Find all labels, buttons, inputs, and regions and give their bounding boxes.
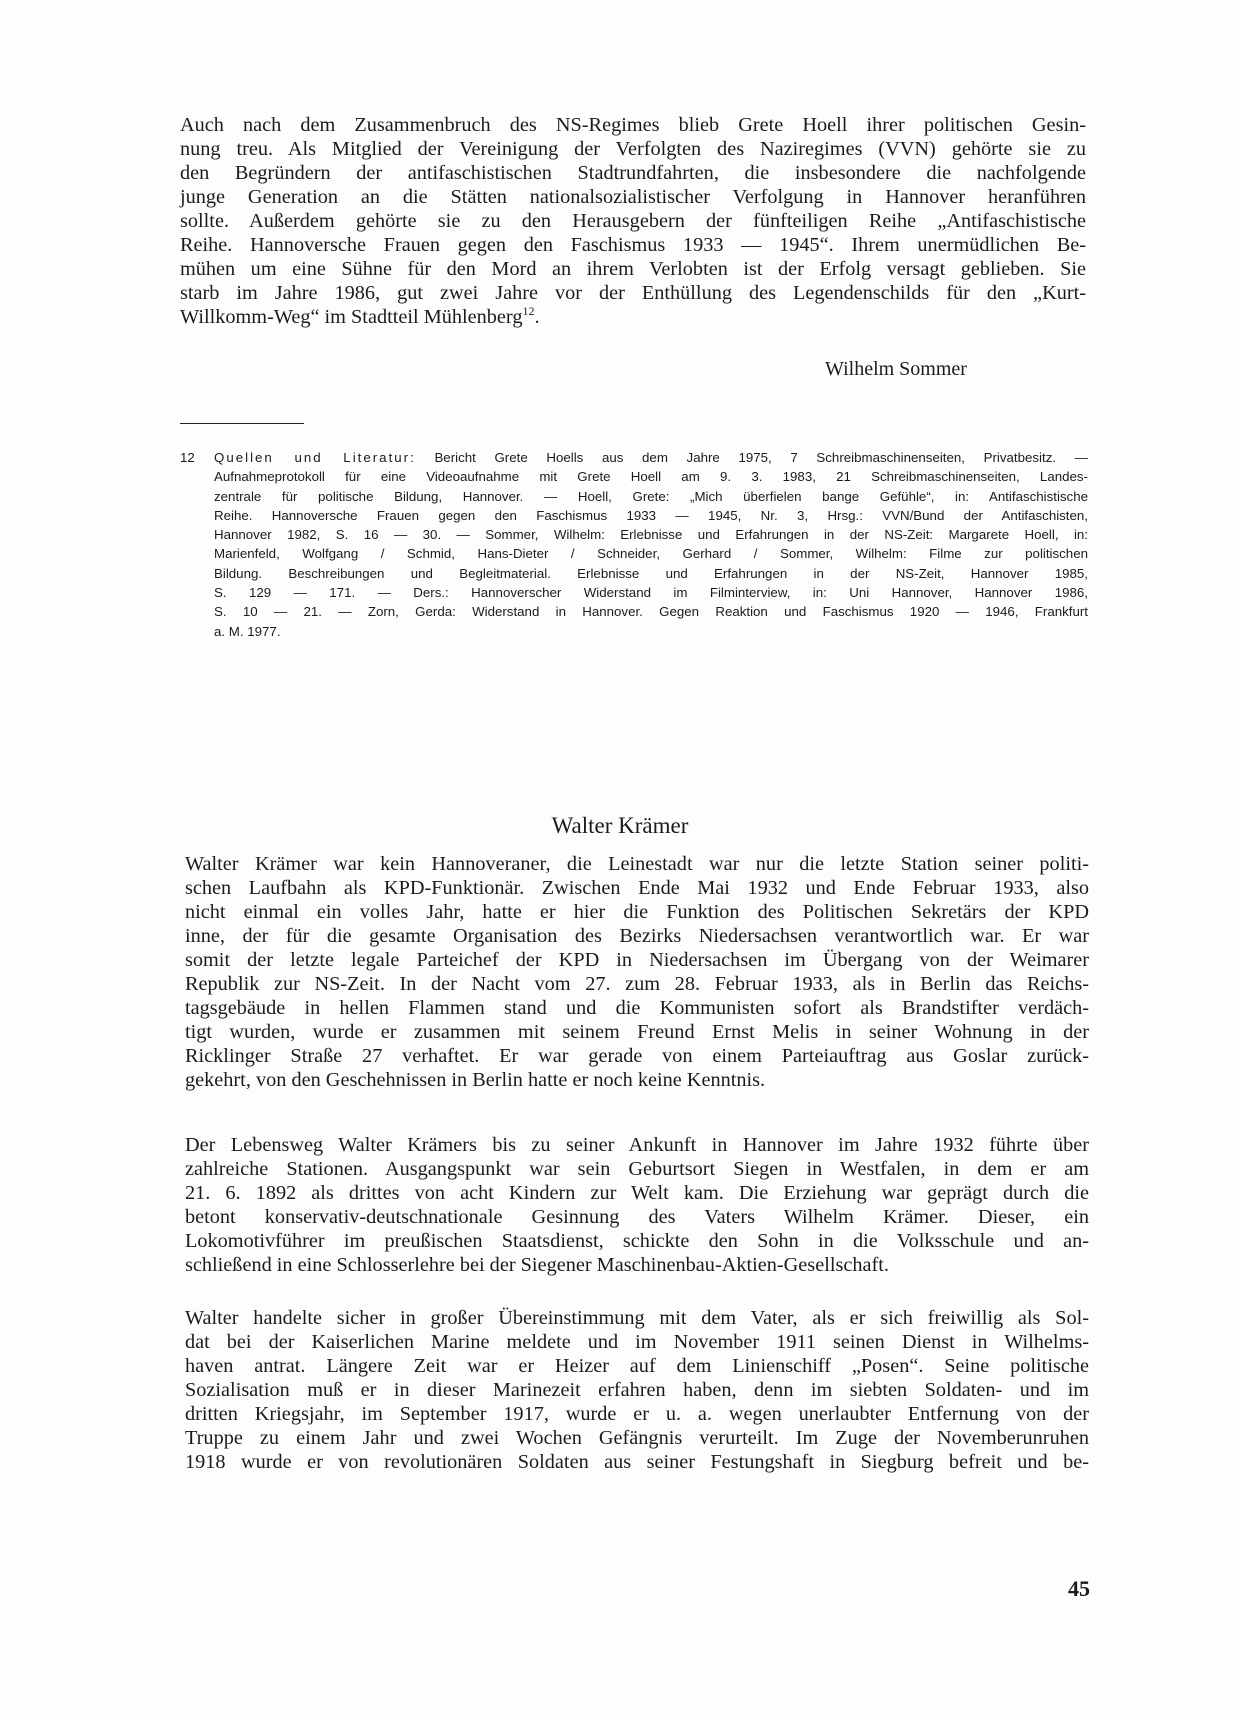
- text-line: betont konservativ-deutschnationale Gesinnung des Vaters Wilhelm Krämer. Dieser, ein: [185, 1206, 1089, 1228]
- text-line: zahlreiche Stationen. Ausgangspunkt war sein Geburtsort Siegen in Westfalen, in dem er am: [185, 1158, 1089, 1180]
- footnote-line: S. 10 — 21. — Zorn, Gerda: Widerstand in Hannover. Gegen Reaktion und Faschismus 1920 — 1946, Frankfurt: [214, 604, 1088, 620]
- text-line: Lokomotivführer im preußischen Staatsdienst, schickte den Sohn in die Volksschule und an-: [185, 1230, 1089, 1252]
- text-line: gekehrt, von den Geschehnissen in Berlin hatte er noch keine Kenntnis.: [185, 1069, 766, 1091]
- footnote-first-line: [180, 448, 1088, 467]
- end-punctuation: .: [534, 306, 540, 328]
- paragraph-kraemer-navy: [185, 1306, 1089, 1474]
- text-line: schen Laufbahn als KPD-Funktionär. Zwischen Ende Mai 1932 und Ende Februar 1933, also: [185, 877, 1089, 899]
- text-line: tigt wurden, wurde er zusammen mit seinem Freund Ernst Melis in seiner Wohnung in der: [185, 1021, 1089, 1043]
- footnote-line: Aufnahmeprotokoll für eine Videoaufnahme mit Grete Hoell am 9. 3. 1983, 21 Schreibmaschinenseiten, Landes-: [214, 469, 1088, 485]
- footnote-line: a. M. 1977.: [214, 623, 281, 639]
- paragraph-kraemer-intro: [185, 852, 1089, 1092]
- text-line-last: [180, 305, 1086, 329]
- footnote-line: Hannover 1982, S. 16 — 30. — Sommer, Wilhelm: Erlebnisse und Erfahrungen in der NS-Zeit: Margarete Hoell, in:: [214, 527, 1088, 543]
- text-line: Ricklinger Straße 27 verhaftet. Er war gerade von einem Parteiauftrag aus Goslar zurück-: [185, 1045, 1089, 1067]
- text-fragment: Willkomm-Weg“ im Stadtteil Mühlenberg: [180, 306, 523, 328]
- footnote-number: 12: [180, 450, 195, 465]
- text-line: nung treu. Als Mitglied der Vereinigung der Verfolgten des Naziregimes (VVN) gehörte sie zu: [180, 138, 1086, 160]
- section-heading: Walter Krämer: [551, 813, 689, 838]
- text-line: nicht einmal ein volles Jahr, hatte er hier die Funktion des Politischen Sekretärs der KPD: [185, 901, 1089, 923]
- text-line: 1918 wurde er von revolutionären Soldaten aus seiner Festungshaft in Siegburg befreit und be-: [185, 1451, 1089, 1473]
- text-line: 21. 6. 1892 als drittes von acht Kindern zur Welt kam. Die Erziehung war geprägt durch die: [185, 1182, 1089, 1204]
- footnote-line: S. 129 — 171. — Ders.: Hannoverscher Widerstand im Filminterview, in: Uni Hannover, Hannover 1986,: [214, 585, 1088, 601]
- footnote-12: [180, 448, 1088, 641]
- footnote-divider: [180, 423, 304, 424]
- text-line: Walter Krämer war kein Hannoveraner, die Leinestadt war nur die letzte Station seiner politi-: [185, 853, 1089, 875]
- footnote-reference: 12: [522, 304, 535, 319]
- footnote-line: Bildung. Beschreibungen und Begleitmaterial. Erlebnisse und Erfahrungen in der NS-Zeit, Hannover 1985,: [214, 565, 1088, 581]
- footnote-label: Quellen und Literatur:: [214, 450, 416, 465]
- text-line: den Begründern der antifaschistischen Stadtrundfahrten, die insbesondere die nachfolgende: [180, 162, 1086, 184]
- text-line: Truppe zu einem Jahr und zwei Wochen Gefängnis verurteilt. Im Zuge der Novemberunruhen: [185, 1427, 1089, 1449]
- text-line: Walter handelte sicher in großer Übereinstimmung mit dem Vater, als er sich freiwillig als Sol-: [185, 1307, 1089, 1329]
- text-line: dat bei der Kaiserlichen Marine meldete und im November 1911 seinen Dienst in Wilhelms-: [185, 1331, 1089, 1353]
- text-line: sollte. Außerdem gehörte sie zu den Herausgebern der fünfteiligen Reihe „Antifaschistische: [180, 210, 1086, 232]
- footnote-line: Reihe. Hannoversche Frauen gegen den Faschismus 1933 — 1945, Nr. 3, Hrsg.: VVN/Bund der Antifaschisten,: [214, 507, 1088, 523]
- text-line: somit der letzte legale Parteichef der KPD in Niedersachsen im Übergang von der Weimarer: [185, 949, 1089, 971]
- text-line: Der Lebensweg Walter Krämers bis zu seiner Ankunft in Hannover im Jahre 1932 führte über: [185, 1134, 1089, 1156]
- text-line: Republik zur NS-Zeit. In der Nacht vom 27. zum 28. Februar 1933, als in Berlin das Reichs-: [185, 973, 1089, 995]
- page-number: 45: [1068, 1576, 1090, 1601]
- footnote-text: Bericht Grete Hoells aus dem Jahre 1975, 7 Schreibmaschinenseiten, Privatbesitz. —: [434, 450, 1088, 465]
- paragraph-grete-hoell-aftermath: [180, 113, 1086, 329]
- text-line: Sozialisation muß er in dieser Marinezeit erfahren haben, denn im siebten Soldaten- und im: [185, 1379, 1089, 1401]
- text-line: mühen um eine Sühne für den Mord an ihrem Verlobten ist der Erfolg versagt geblieben. Sie: [180, 258, 1086, 280]
- text-line: starb im Jahre 1986, gut zwei Jahre vor der Enthüllung des Legendenschilds für den „Kurt-: [180, 282, 1086, 304]
- author-signature: Wilhelm Sommer: [825, 358, 967, 380]
- text-line: inne, der für die gesamte Organisation des Bezirks Niedersachsen verantwortlich war. Er war: [185, 925, 1089, 947]
- text-line: haven antrat. Längere Zeit war er Heizer auf dem Linienschiff „Posen“. Seine politische: [185, 1355, 1089, 1377]
- text-line: dritten Kriegsjahr, im September 1917, wurde er u. a. wegen unerlaubter Entfernung von der: [185, 1403, 1089, 1425]
- text-line: Auch nach dem Zusammenbruch des NS-Regimes blieb Grete Hoell ihrer politischen Gesin-: [180, 114, 1086, 136]
- text-line: Reihe. Hannoversche Frauen gegen den Faschismus 1933 — 1945“. Ihrem unermüdlichen Be-: [180, 234, 1086, 256]
- footnote-line: zentrale für politische Bildung, Hannover. — Hoell, Grete: „Mich überfielen bange Gefühle“, in: Antifaschistische: [214, 488, 1088, 504]
- paragraph-kraemer-origins: [185, 1133, 1089, 1277]
- footnote-line: Marienfeld, Wolfgang / Schmid, Hans-Dieter / Schneider, Gerhard / Sommer, Wilhelm: Filme zur politischen: [214, 546, 1088, 562]
- text-line: schließend in eine Schlosserlehre bei der Siegener Maschinenbau-Aktien-Gesellschaft.: [185, 1254, 889, 1276]
- text-line: tagsgebäude in hellen Flammen stand und die Kommunisten sofort als Brandstifter verdäch-: [185, 997, 1089, 1019]
- text-line: junge Generation an die Stätten nationalsozialistischer Verfolgung in Hannover heranführen: [180, 186, 1086, 208]
